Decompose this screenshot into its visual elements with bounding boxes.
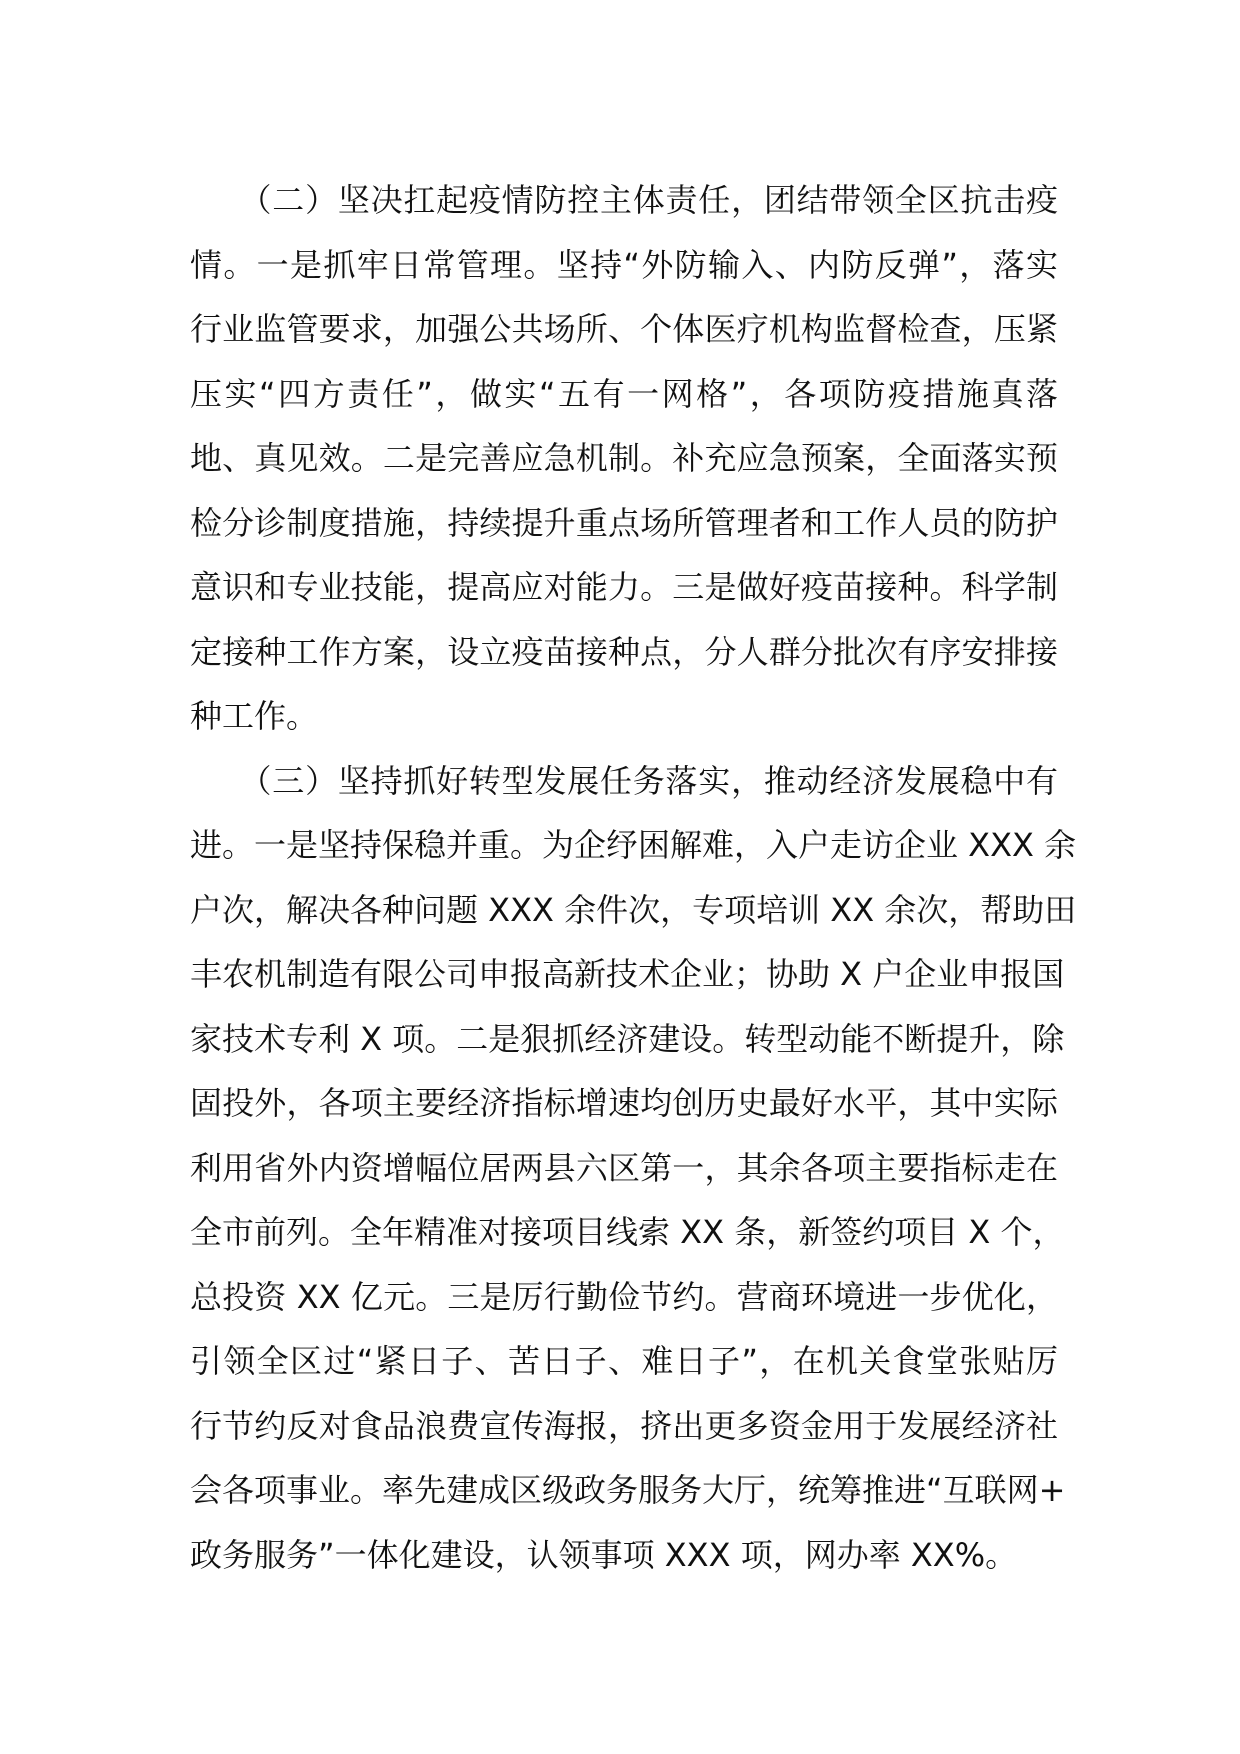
paragraph-line: 种工作。 [190, 697, 319, 735]
document-body [190, 168, 1077, 1587]
paragraph-line: （二）坚决扛起疫情防控主体责任，团结带领全区抗击疫 [190, 181, 1058, 219]
paragraph-economic-development [190, 749, 1077, 1588]
paragraph-line: 意识和专业技能，提高应对能力。三是做好疫苗接种。科学制 [190, 568, 1058, 606]
paragraph-line: 利用省外内资增幅位居两县六区第一，其余各项主要指标走在 [190, 1148, 1058, 1187]
paragraph-line: 情。一是抓牢日常管理。坚持“外防输入、内防反弹”，落实 [190, 245, 1058, 284]
paragraph-line: 户次，解决各种问题 XXX 余件次，专项培训 XX 余次，帮助田 [190, 890, 1077, 929]
paragraph-line: 丰农机制造有限公司申报高新技术企业；协助 X 户企业申报国 [190, 955, 1065, 993]
paragraph-line: 行业监管要求，加强公共场所、个体医疗机构监督检查，压紧 [190, 310, 1058, 348]
paragraph-line: 定接种工作方案，设立疫苗接种点，分人群分批次有序安排接 [190, 632, 1058, 671]
paragraph-line: 压实“四方责任”，做实“五有一网格”，各项防疫措施真落 [190, 374, 1058, 413]
paragraph-line: 固投外，各项主要经济指标增速均创历史最好水平，其中实际 [190, 1084, 1058, 1122]
paragraph-line: 家技术专利 X 项。二是狠抓经济建设。转型动能不断提升，除 [190, 1019, 1065, 1058]
paragraph-line: 检分诊制度措施，持续提升重点场所管理者和工作人员的防护 [190, 503, 1058, 542]
paragraph-line: 政务服务”一体化建设，认领事项 XXX 项，网办率 XX%。 [190, 1535, 1018, 1574]
paragraph-line: （三）坚持抓好转型发展任务落实，推动经济发展稳中有 [190, 761, 1058, 800]
paragraph-line: 会各项事业。率先建成区级政务服务大厅，统筹推进“互联网+ [190, 1471, 1066, 1509]
paragraph-line: 行节约反对食品浪费宣传海报，挤出更多资金用于发展经济社 [190, 1406, 1058, 1445]
paragraph-line: 全市前列。全年精准对接项目线索 XX 条，新签约项目 X 个， [190, 1213, 1065, 1251]
paragraph-line: 地、真见效。二是完善应急机制。补充应急预案，全面落实预 [190, 439, 1058, 477]
paragraph-epidemic-prevention [190, 168, 1058, 749]
paragraph-line: 引领全区过“紧日子、苦日子、难日子”，在机关食堂张贴厉 [190, 1342, 1058, 1380]
paragraph-line: 总投资 XX 亿元。三是厉行勤俭节约。营商环境进一步优化， [190, 1277, 1058, 1316]
paragraph-line: 进。一是坚持保稳并重。为企纾困解难，入户走访企业 XXX 余 [190, 826, 1077, 864]
